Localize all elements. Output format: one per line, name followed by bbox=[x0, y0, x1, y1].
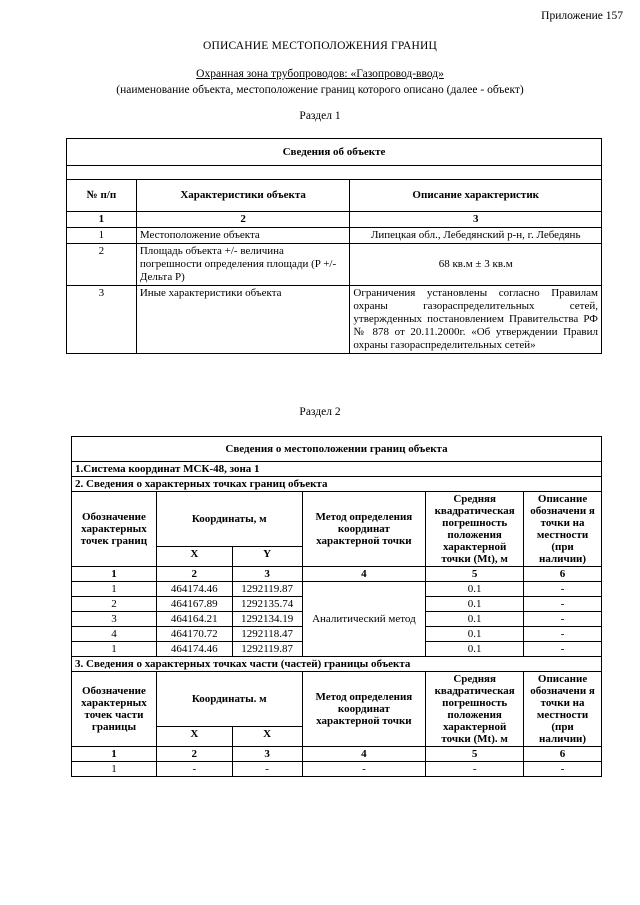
col-number: 6 bbox=[524, 747, 602, 762]
col-number: 3 bbox=[350, 212, 602, 228]
col-number: 4 bbox=[302, 747, 426, 762]
table-row bbox=[72, 582, 602, 597]
table-row bbox=[72, 762, 602, 777]
row-name: Иные характеристики объекта bbox=[136, 286, 350, 354]
header-y: X bbox=[232, 727, 302, 747]
point-y: - bbox=[232, 762, 302, 777]
point-desc: - bbox=[524, 612, 602, 627]
object-name-text: Охранная зона трубопроводов: «Газопровод-ввод» bbox=[196, 68, 444, 80]
row-name: Площадь объекта +/- величина погрешности определения площади (P +/- Дельта P) bbox=[136, 244, 350, 286]
col-number: 5 bbox=[426, 747, 524, 762]
header-y: Y bbox=[232, 547, 302, 567]
point-label: 1 bbox=[72, 642, 157, 657]
col-number: 4 bbox=[302, 567, 426, 582]
row-value: Липецкая обл., Лебедянский р-н, г. Лебедянь bbox=[350, 228, 602, 244]
point-label: 3 bbox=[72, 612, 157, 627]
point-x: 464174.46 bbox=[156, 582, 232, 597]
point-x: - bbox=[156, 762, 232, 777]
point-desc: - bbox=[524, 597, 602, 612]
col-number: 1 bbox=[72, 567, 157, 582]
point-x: 464167.89 bbox=[156, 597, 232, 612]
table-row bbox=[67, 286, 602, 354]
row-value: 68 кв.м ± 3 кв.м bbox=[350, 244, 602, 286]
point-mt: 0.1 bbox=[426, 642, 524, 657]
row-name: Местоположение объекта bbox=[136, 228, 350, 244]
header-method: Метод определения координат характерной точки bbox=[302, 492, 426, 567]
col-number: 1 bbox=[72, 747, 157, 762]
point-x: 464174.46 bbox=[156, 642, 232, 657]
point-y: 1292119.87 bbox=[232, 582, 302, 597]
object-name bbox=[0, 68, 640, 80]
point-desc: - bbox=[524, 642, 602, 657]
point-desc: - bbox=[524, 762, 602, 777]
method-value: - bbox=[302, 762, 426, 777]
point-desc: - bbox=[524, 582, 602, 597]
row-num: 2 bbox=[67, 244, 137, 286]
header-x: X bbox=[156, 727, 232, 747]
point-mt: 0.1 bbox=[426, 582, 524, 597]
point-label: 1 bbox=[72, 762, 157, 777]
row-value: Ограничения установлены согласно Правилам охраны газораспределительных сетей, утвержденных постановлением Правительства РФ № 878 от 20.11.2000г. «Об утверждении Правил охраны газораспределительных сетей» bbox=[350, 286, 602, 354]
col-number: 2 bbox=[156, 747, 232, 762]
row-num: 1 bbox=[67, 228, 137, 244]
col-number: 5 bbox=[426, 567, 524, 582]
boundary-title: Сведения о местоположении границ объекта bbox=[72, 437, 602, 462]
col-number: 2 bbox=[136, 212, 350, 228]
section1-label: Раздел 1 bbox=[299, 110, 341, 122]
table-row bbox=[67, 228, 602, 244]
col-number: 1 bbox=[67, 212, 137, 228]
header-point: Обозначение характерных точек границ bbox=[72, 492, 157, 567]
point-label: 1 bbox=[72, 582, 157, 597]
header-desc: Описание обозначени я точки на местности (при наличии) bbox=[524, 672, 602, 747]
col-header-num: № п/п bbox=[67, 180, 137, 212]
point-mt: 0.1 bbox=[426, 627, 524, 642]
header-desc: Описание обозначени я точки на местности (при наличии) bbox=[524, 492, 602, 567]
point-label: 2 bbox=[72, 597, 157, 612]
col-number: 6 bbox=[524, 567, 602, 582]
point-y: 1292135.74 bbox=[232, 597, 302, 612]
header-point: Обозначение характерных точек части границы bbox=[72, 672, 157, 747]
boundary-table bbox=[71, 436, 602, 777]
subsection2-title: 2. Сведения о характерных точках границ объекта bbox=[72, 477, 602, 492]
blank-row bbox=[67, 166, 602, 180]
point-y: 1292119.87 bbox=[232, 642, 302, 657]
coord-system: 1.Система координат МСК-48, зона 1 bbox=[72, 462, 602, 477]
point-x: 464170.72 bbox=[156, 627, 232, 642]
subsection3-title: 3. Сведения о характерных точках части (частей) границы объекта bbox=[72, 657, 602, 672]
appendix-label: Приложение 157 bbox=[541, 10, 623, 22]
point-mt: 0.1 bbox=[426, 612, 524, 627]
header-x: X bbox=[156, 547, 232, 567]
col-number: 3 bbox=[232, 567, 302, 582]
header-error: Средняя квадратическая погрешность положения характерной точки (Mt), м bbox=[426, 492, 524, 567]
section2-label: Раздел 2 bbox=[299, 406, 341, 418]
object-info-table bbox=[66, 138, 602, 354]
col-number: 2 bbox=[156, 567, 232, 582]
page-title: ОПИСАНИЕ МЕСТОПОЛОЖЕНИЯ ГРАНИЦ bbox=[202, 40, 438, 52]
row-num: 3 bbox=[67, 286, 137, 354]
col-number: 3 bbox=[232, 747, 302, 762]
point-x: 464164.21 bbox=[156, 612, 232, 627]
method-value: Аналитический метод bbox=[302, 582, 426, 657]
col-header-name: Характеристики объекта bbox=[136, 180, 350, 212]
object-info-title: Сведения об объекте bbox=[67, 139, 602, 166]
header-coords: Координаты, м bbox=[156, 492, 302, 547]
table-row bbox=[67, 244, 602, 286]
header-method: Метод определения координат характерной точки bbox=[302, 672, 426, 747]
header-coords: Координаты. м bbox=[156, 672, 302, 727]
point-y: 1292118.47 bbox=[232, 627, 302, 642]
point-y: 1292134.19 bbox=[232, 612, 302, 627]
point-desc: - bbox=[524, 627, 602, 642]
point-mt: - bbox=[426, 762, 524, 777]
point-mt: 0.1 bbox=[426, 597, 524, 612]
header-error: Средняя квадратическая погрешность положения характерной точки (Mt). м bbox=[426, 672, 524, 747]
point-label: 4 bbox=[72, 627, 157, 642]
col-header-desc: Описание характеристик bbox=[350, 180, 602, 212]
object-name-hint: (наименование объекта, местоположение границ которого описано (далее - объект) bbox=[116, 84, 524, 96]
